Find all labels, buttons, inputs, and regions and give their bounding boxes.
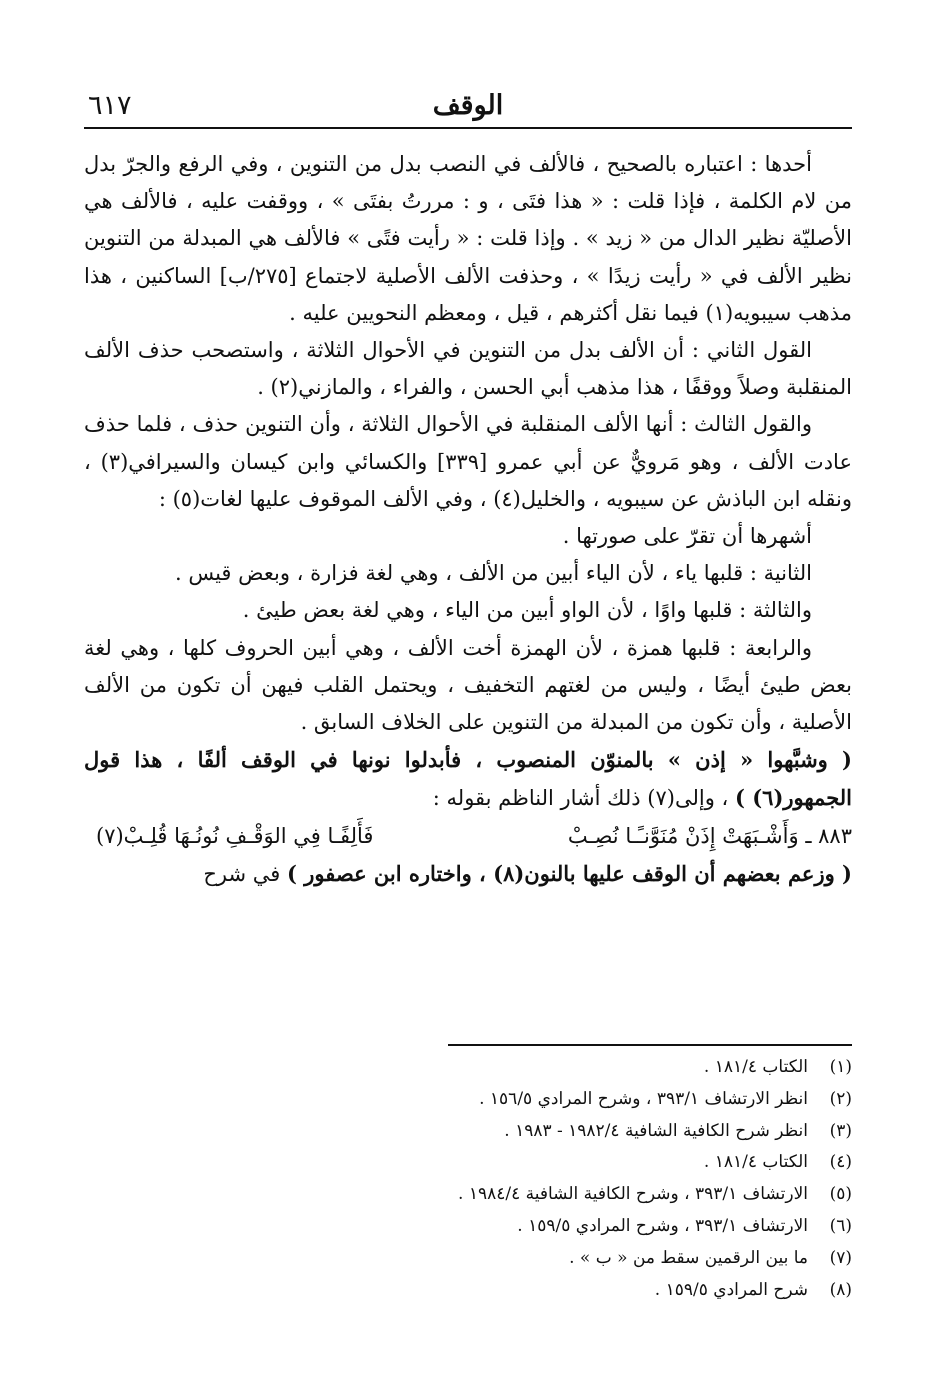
footnote-text: الارتشاف ٣٩٣/١ ، وشرح المرادي ١٥٩/٥ . [517,1215,808,1236]
footnote-text: الكتاب ١٨١/٤ . [703,1057,808,1077]
closing-tail: في شرح [203,861,281,886]
paragraph: والقول الثالث : أنها الألف المنقلبة في الأحوال الثلاثة ، وأن التنوين حذف ، فلما حذف عادت الألف ، وهو مَرويٌّ عن أبي عمرو [٣٣٩] والكسائي وابن كيسان والسيرافي(٣) ، ونقله ابن الباذش عن سيبويه ، والخليل(٤) ، وفي الألف الموقوف عليها لغات(٥) : [84,412,852,511]
footnote-number: (٦) [829,1215,852,1236]
verse-first-half [568,818,852,855]
footnote [200,1116,852,1148]
poem-verse [84,818,852,855]
footnote-number: (٨) [829,1279,852,1300]
footnote-number: (٢) [829,1088,852,1109]
footnote-divider [448,1044,852,1046]
page-number: ٦١٧ [88,90,132,121]
footnote-text: انظر الارتشاف ٣٩٣/١ ، وشرح المرادي ١٥٦/٥ . [479,1088,808,1109]
quote-continuation: ، وإلى(٧) ذلك أشار الناظم بقوله : [432,786,729,811]
closing-line [84,855,852,893]
footnote-number: (١) [829,1057,852,1077]
verse-number: ٨٨٣ ـ [805,823,852,848]
footnote-number: (٧) [829,1247,852,1268]
verse-hemistich-2: فَأَلِفًـا فِي الوَقْـفِ نُونُـهَا قُلِـبْ(٧) [96,823,374,848]
footnote [200,1179,852,1211]
matn-quote: ( وشبَّهوا « إذن » بالمنوّن المنصوب ، فأبدلوا نونها في الوقف ألفًا ، هذا قول الجمهور(٦) ) [84,747,852,811]
quoted-paragraph [84,741,852,817]
page-header [84,90,852,128]
paragraph: والرابعة : قلبها همزة ، لأن الهمزة أخت الألف ، وهي أبين الحروف كلها ، وهي لغة بعض طيئ أيضًا ، وليس من لغتهم التخفيف ، ويحتمل القلب فيهن أن تكون من الألف الأصلية ، وأن تكون من المبدلة من التنوين على الخلاف السابق . [84,635,852,735]
footnote-number: (٤) [829,1152,852,1173]
footnote-text: الارتشاف ٣٩٣/١ ، وشرح الكافية الشافية ١٩٨٤/٤ . [458,1184,808,1205]
footnote-text: ما بين الرقمين سقط من « ب » . [569,1247,808,1268]
footnote-text: انظر شرح الكافية الشافية ١٩٨٢/٤ - ١٩٨٣ . [504,1120,808,1141]
footnote [200,1211,852,1243]
footnote [200,1084,852,1116]
main-text [84,146,852,893]
footnote-number: (٥) [829,1184,852,1205]
paragraph: أشهرها أن تقرّ على صورتها . [562,524,812,549]
footnote-text: الكتاب ١٨١/٤ . [703,1152,808,1173]
footnote [200,1052,852,1084]
matn-quote: ( وزعم بعضهم أن الوقف عليها بالنون(٨) ، واختاره ابن عصفور ) [287,860,852,886]
footnotes [200,1052,852,1306]
verse-hemistich-1: وَأَشْـبَهَتْ إِذَنْ مُنَوَّنـًـا نُصِـبْ [567,823,799,848]
footnote [200,1147,852,1179]
paragraph: والثالثة : قلبها واوًا ، لأن الواو أبين من الياء ، وهي لغة بعض طيئ . [242,598,812,623]
paragraph: القول الثاني : أن الألف بدل من التنوين في الأحوال الثلاثة ، واستصحب حذف الألف المنقلبة وصلاً ووقفًا ، هذا مذهب أبي الحسن ، والفراء ، والمازني(٢) . [84,338,852,400]
chapter-title: الوقف [432,90,504,121]
footnote [200,1243,852,1275]
footnote-text: شرح المرادي ١٥٩/٥ . [654,1279,808,1300]
header-divider [84,127,852,129]
footnote [200,1275,852,1307]
footnote-number: (٣) [829,1120,852,1141]
paragraph: أحدها : اعتباره بالصحيح ، فالألف في النصب بدل من التنوين ، وفي الرفع والجرّ بدل من لام الكلمة ، فإذا قلت : « هذا فتَى ، و : مررتُ بفتَى » ، ووقفت عليه ، فالألف هي الأصليّة نظير الدال من « زيد » . وإذا قلت : « رأيت فتًى » فالألف هي المبدلة من التنوين نظير الألف في « رأيت زيدًا » ، وحذفت الألف الأصلية لاجتماع [٢٧٥/ب] الساكنين ، هذا مذهب سيبويه(١) فيما نقل أكثرهم ، قيل ، ومعظم النحويين عليه . [84,152,852,325]
paragraph: الثانية : قلبها ياء ، لأن الياء أبين من الألف ، وهي لغة فزارة ، وبعض قيس . [174,561,812,586]
